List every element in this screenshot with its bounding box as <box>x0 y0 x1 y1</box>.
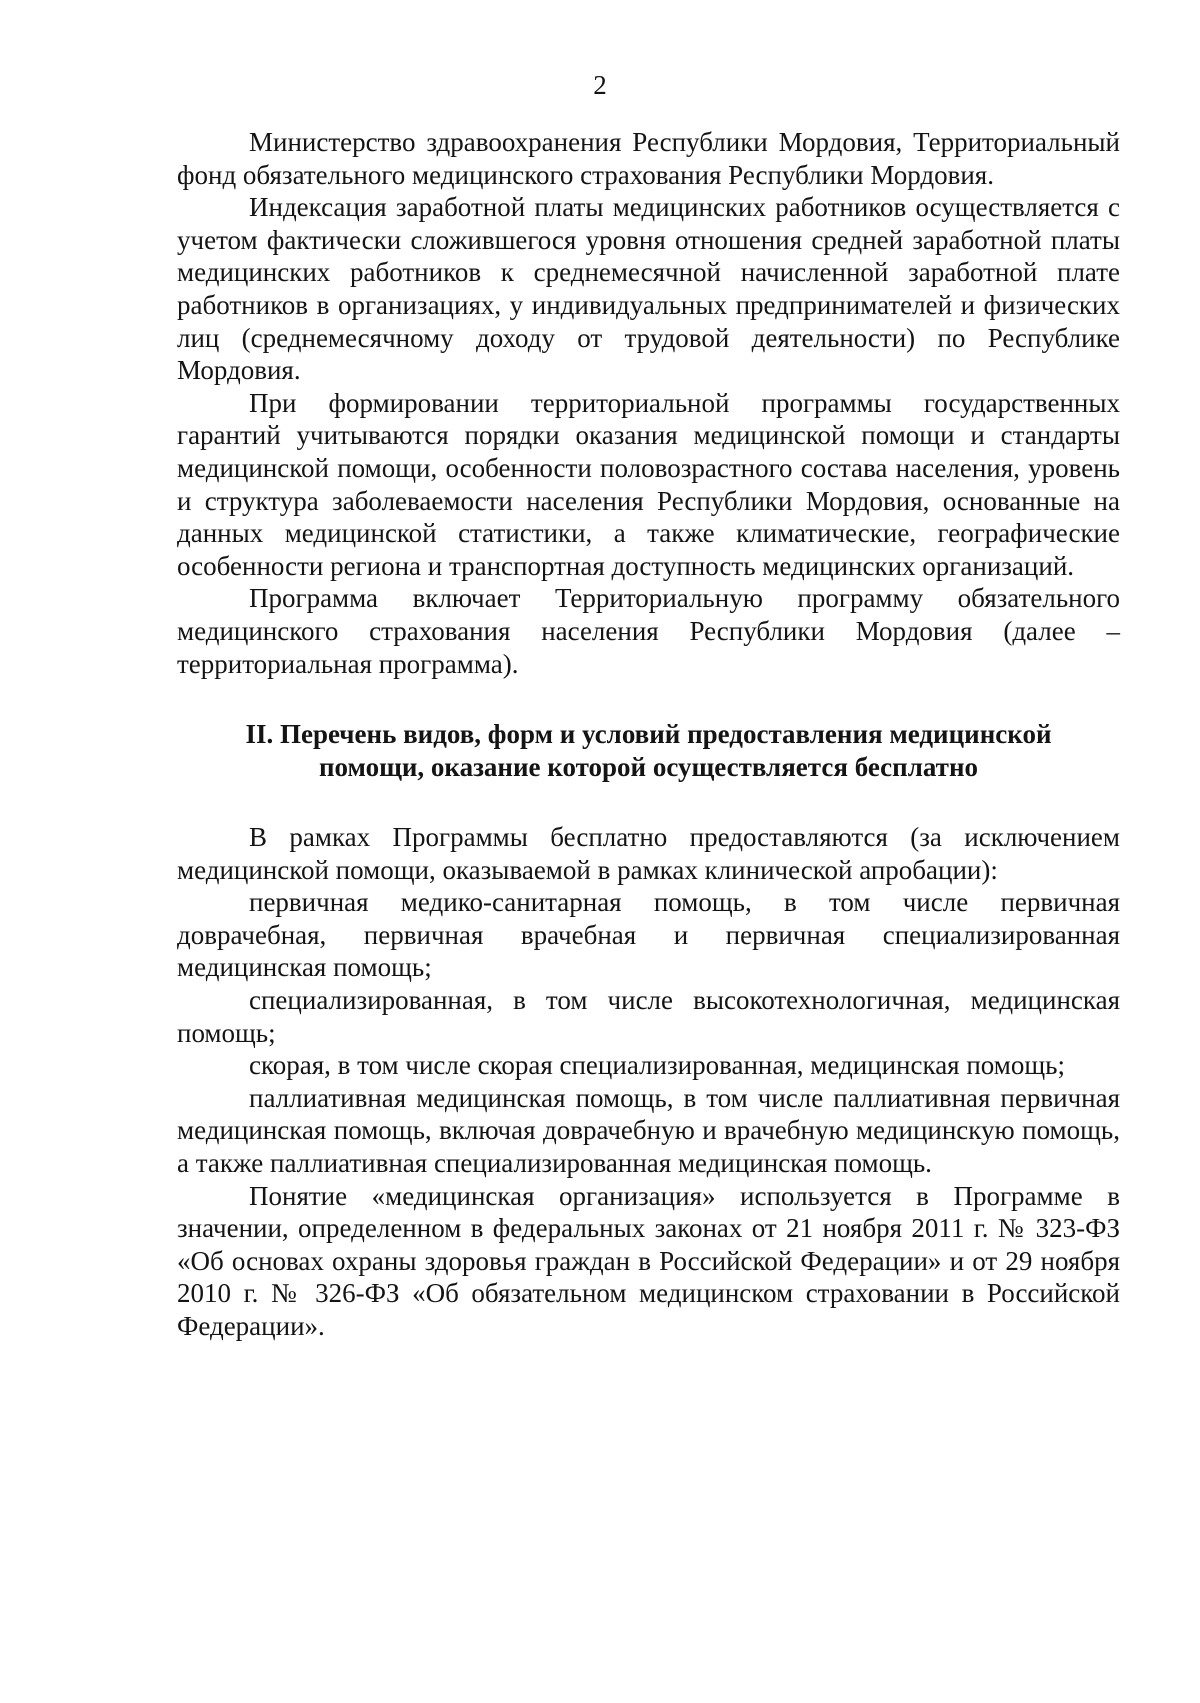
section-title-line-2: помощи, оказание которой осуществляется бесплатно <box>319 752 978 783</box>
page-number: 2 <box>593 70 607 100</box>
paragraph-palliative-care: паллиативная медицинская помощь, в том числе паллиативная первичная медицинская помощь, включая доврачебную и врачебную медицинскую помощь, а также паллиативная специализированная медицинская помощь. <box>177 1082 1120 1179</box>
document-body <box>177 126 1120 1343</box>
paragraph-primary-care: первичная медико-санитарная помощь, в том числе первичная доврачебная, первичная врачебная и первичная специализированная медицинская помощь; <box>177 887 1120 983</box>
paragraph-emergency-care: скорая, в том числе скорая специализированная, медицинская помощь; <box>249 1050 1065 1081</box>
paragraph-ministry: Министерство здравоохранения Республики Мордовия, Территориальный фонд обязательного медицинского страхования Республики Мордовия. <box>177 127 1120 190</box>
paragraph-salary-indexation: Индексация заработной платы медицинских работников осуществляется с учетом фактически сложившегося уровня отношения средней заработной платы медицинских работников к среднемесячной начисленной заработной плате работников в организациях, у индивидуальных предпринимателей и физических лиц (среднемесячному доходу от трудовой деятельности) по Республике Мордовия. <box>177 192 1120 386</box>
paragraph-free-services-intro: В рамках Программы бесплатно предоставляются (за исключением медицинской помощи, оказываемой в рамках клинической апробации): <box>177 822 1120 885</box>
paragraph-specialized-care: специализированная, в том числе высокотехнологичная, медицинская помощь; <box>177 985 1120 1048</box>
section-title-line-1: II. Перечень видов, форм и условий предоставления медицинской <box>245 719 1052 750</box>
paragraph-medical-organization-definition: Понятие «медицинская организация» используется в Программе в значении, определенном в федеральных законах от 21 ноября 2011 г. № 323-ФЗ «Об основах охраны здоровья граждан в Российской Федерации» и от 29 ноября 2010 г. № 326-ФЗ «Об обязательном медицинском страховании в Российской Федерации». <box>177 1180 1120 1341</box>
paragraph-program-includes: Программа включает Территориальную программу обязательного медицинского страхования населения Республики Мордовия (далее – территориальная программа). <box>177 583 1120 679</box>
paragraph-program-formation: При формировании территориальной программы государственных гарантий учитываются порядки оказания медицинской помощи и стандарты медицинской помощи, особенности половозрастного состава населения, уровень и структура заболеваемости населения Республики Мордовия, основанные на данных медицинской статистики, а также климатические, географические особенности региона и транспортная доступность медицинских организаций. <box>177 387 1120 581</box>
section-title <box>177 718 1120 784</box>
